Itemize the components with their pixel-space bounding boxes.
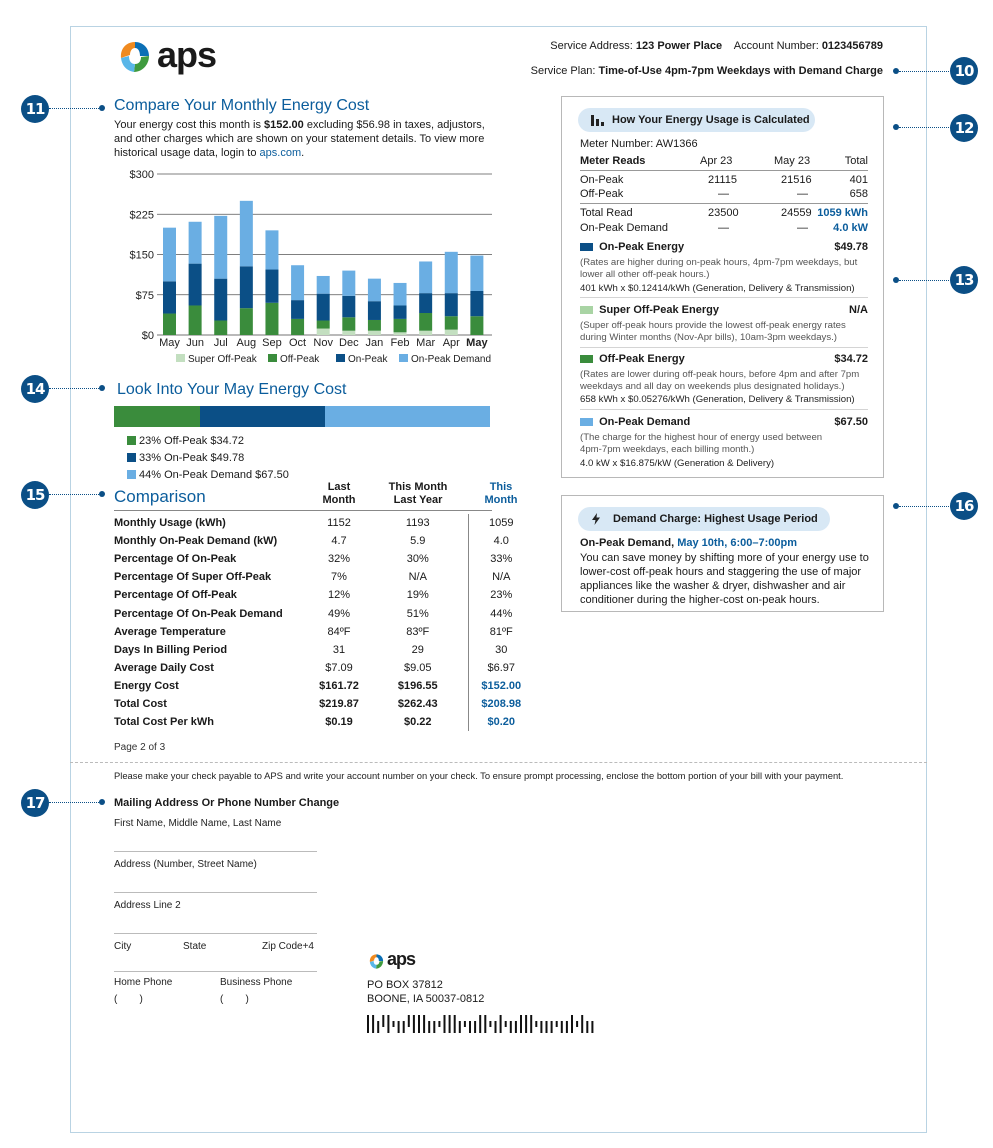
barcode-bar <box>535 1021 537 1027</box>
table-cell: 51% <box>406 607 429 620</box>
off-peak-swatch <box>580 355 593 363</box>
page-label: Page 2 of 3 <box>114 742 166 753</box>
bar-on-peak <box>189 264 202 306</box>
x-tick-label: Mar <box>416 337 436 349</box>
table-row <box>114 586 534 604</box>
breakdown-segment-2 <box>325 406 490 427</box>
col-this-month-last-year: This Month Last Year <box>388 481 448 506</box>
on-peak-swatch <box>127 453 136 462</box>
form-title: Mailing Address Or Phone Number Change <box>114 797 340 809</box>
y-tick-label: $150 <box>129 249 154 262</box>
service-address: 123 Power Place <box>635 40 723 52</box>
table-row <box>114 659 534 677</box>
callout-dot <box>99 105 105 111</box>
bar-on-peak <box>368 301 381 320</box>
aps-link[interactable]: aps.com <box>259 147 302 159</box>
address-input-line[interactable] <box>114 892 317 893</box>
table-cell: Percentage Of Off-Peak <box>114 589 237 602</box>
compare-description: Your energy cost this month is $152.00 excluding $56.98 in taxes, adjustors, and other charges which are shown on your statement details. To view more historical usage data, login to aps.com. <box>114 119 485 159</box>
table-cell: Percentage Of On-Peak Demand <box>114 607 283 620</box>
barcode-bar <box>459 1021 461 1033</box>
table-cell: 81ºF <box>468 623 534 641</box>
table-row <box>114 532 534 550</box>
legend-swatch <box>399 354 408 362</box>
meter-row-total-read: Total Read 23500 24559 1059 kWh <box>580 207 868 219</box>
service-address-line: Service Address: 123 Power Place Account Number: 0123456789 <box>550 40 883 52</box>
cost-breakdown-legend <box>127 433 289 484</box>
x-tick-label: Nov <box>313 337 333 349</box>
legend-label: On-Peak Demand <box>411 354 492 365</box>
table-row <box>114 604 534 622</box>
bar-super-off-peak <box>342 331 355 335</box>
x-tick-label: Jan <box>365 337 384 349</box>
table-cell: 4.0 <box>468 532 534 550</box>
comparison-divider <box>114 510 492 511</box>
table-cell: Energy Cost <box>114 679 179 692</box>
barcode-bar <box>591 1021 593 1033</box>
callout-11: 11 <box>21 95 49 123</box>
table-row <box>114 677 534 695</box>
bar-off-peak <box>291 319 304 335</box>
bar-on-peak <box>317 294 330 321</box>
table-cell: 1193 <box>405 517 430 530</box>
table-row <box>114 713 534 731</box>
barcode-bar <box>546 1021 548 1033</box>
meter-row-on-peak-demand: On-Peak Demand — — 4.0 kW <box>580 222 868 234</box>
legend-label: Off-Peak <box>280 354 320 365</box>
demand-date: May 10th, 6:00–7:00pm <box>677 537 798 549</box>
y-tick-label: $75 <box>135 289 154 302</box>
bar-off-peak <box>265 303 278 335</box>
meter-rule <box>580 170 868 171</box>
callout-line <box>49 494 99 495</box>
barcode-bar <box>566 1021 568 1033</box>
x-tick-label: Aug <box>236 337 257 349</box>
bar-on-peak-demand <box>163 228 176 282</box>
meter-reads-header: Meter Reads Apr 23 May 23 Total <box>580 155 868 167</box>
table-cell: Percentage Of On-Peak <box>114 553 237 566</box>
barcode-bar <box>428 1021 430 1033</box>
callout-line <box>899 506 949 507</box>
bar-off-peak <box>189 305 202 335</box>
bar-super-off-peak <box>419 331 432 335</box>
callout-16: 16 <box>950 492 978 520</box>
table-cell: $0.22 <box>403 716 432 729</box>
table-cell: 44% <box>468 604 534 622</box>
bar-on-peak <box>470 291 483 316</box>
bar-off-peak <box>240 308 253 335</box>
table-cell: $6.97 <box>468 659 534 677</box>
barcode-bar <box>433 1021 435 1033</box>
callout-line <box>899 127 949 128</box>
meter-rule <box>580 203 868 204</box>
business-phone-label: Business Phone <box>220 977 293 988</box>
off-peak-swatch <box>127 436 136 445</box>
barcode-bar <box>418 1015 420 1033</box>
table-row <box>114 550 534 568</box>
x-tick-label: May <box>159 337 180 349</box>
legend-swatch <box>176 354 185 362</box>
bar-off-peak <box>470 316 483 335</box>
table-cell: 33% <box>468 550 534 568</box>
look-title: Look Into Your May Energy Cost <box>117 381 347 398</box>
x-tick-label: Jul <box>213 337 228 349</box>
aps-logo-text: aps <box>157 34 217 75</box>
table-cell: $262.43 <box>397 697 438 710</box>
name-label: First Name, Middle Name, Last Name <box>114 818 282 829</box>
x-tick-label: Feb <box>390 337 410 349</box>
callout-17: 17 <box>21 789 49 817</box>
table-cell: 12% <box>327 589 351 602</box>
bar-off-peak <box>368 320 381 331</box>
table-cell: 4.7 <box>331 535 347 548</box>
x-tick-label: May <box>466 337 488 349</box>
bar-super-off-peak <box>317 329 330 335</box>
table-cell: N/A <box>408 571 427 584</box>
demand-charge-box <box>561 495 884 612</box>
barcode-bar <box>413 1015 415 1033</box>
address2-label: Address Line 2 <box>114 900 181 911</box>
barcode-bar <box>520 1015 522 1033</box>
cost-breakdown-bar <box>114 406 490 427</box>
callout-line <box>899 71 949 72</box>
remit-logo-text: aps <box>387 949 416 969</box>
section-on-peak-demand: On-Peak Demand $67.50 <box>580 416 868 430</box>
bar-on-peak-demand <box>419 261 432 293</box>
barcode-bar <box>556 1021 558 1027</box>
usage-calculation-box <box>561 96 884 478</box>
table-cell: 49% <box>327 607 351 620</box>
barcode-bar <box>530 1015 532 1033</box>
x-tick-label: Oct <box>289 337 307 349</box>
on-peak-demand-formula: 4.0 kW x $16.875/kW (Generation & Delivery) <box>580 458 775 469</box>
col-last-month: Last Month <box>322 481 356 506</box>
aps-logo-mark <box>117 39 153 75</box>
x-tick-label: Jun <box>186 337 204 349</box>
barcode-bar <box>515 1021 517 1033</box>
table-cell: 5.9 <box>410 535 426 548</box>
table-cell: $152.00 <box>468 677 534 695</box>
barcode-bar <box>464 1021 466 1027</box>
monthly-cost-chart <box>100 165 500 370</box>
table-cell: 30% <box>406 553 429 566</box>
aps-logo <box>117 34 221 76</box>
remit-po-box: PO BOX 37812 <box>367 979 443 991</box>
barcode-bar <box>367 1015 369 1033</box>
zip-label: Zip Code+4 <box>262 941 314 952</box>
postal-barcode <box>367 1015 599 1033</box>
state-label: State <box>183 941 207 952</box>
bar-on-peak-demand <box>291 265 304 300</box>
bar-chart-icon <box>591 115 604 126</box>
section-off-peak-energy: Off-Peak Energy $34.72 <box>580 353 868 367</box>
barcode-bar <box>377 1021 379 1033</box>
bar-on-peak-demand <box>317 276 330 294</box>
callout-dot <box>99 799 105 805</box>
bar-on-peak <box>291 300 304 319</box>
col-this-month: This Month <box>484 481 518 506</box>
table-cell: Average Daily Cost <box>114 661 214 674</box>
meter-row-on-peak: On-Peak 21115 21516 401 <box>580 174 868 186</box>
callout-line <box>49 108 99 109</box>
bar-on-peak <box>394 305 407 318</box>
bar-off-peak <box>445 316 458 329</box>
table-cell: Total Cost Per kWh <box>114 716 215 729</box>
bar-on-peak <box>163 281 176 313</box>
section-rule <box>580 347 868 348</box>
lightning-bolt-icon <box>591 513 601 525</box>
table-cell: $9.05 <box>403 661 432 674</box>
barcode-bar <box>495 1021 497 1033</box>
table-cell: 31 <box>332 643 346 656</box>
table-cell: 1152 <box>327 517 351 530</box>
table-cell: $0.19 <box>325 716 353 729</box>
barcode-bar <box>551 1021 553 1033</box>
bar-on-peak-demand <box>445 252 458 293</box>
barcode-bar <box>474 1021 476 1033</box>
section-on-peak-energy: On-Peak Energy $49.78 <box>580 241 868 255</box>
bar-on-peak <box>240 266 253 308</box>
barcode-bar <box>586 1021 588 1033</box>
y-tick-label: $300 <box>129 169 154 181</box>
table-cell: 23% <box>468 586 534 604</box>
demand-title-pill: Demand Charge: Highest Usage Period <box>578 507 830 531</box>
address2-input-line[interactable] <box>114 933 317 934</box>
legend-swatch <box>268 354 277 362</box>
barcode-bar <box>469 1021 471 1033</box>
aps-logo-mark-small <box>368 953 385 970</box>
barcode-bar <box>454 1015 456 1033</box>
callout-line <box>899 280 949 281</box>
bar-on-peak-demand <box>240 201 253 266</box>
bar-on-peak-demand <box>265 230 278 269</box>
barcode-bar <box>444 1015 446 1033</box>
barcode-bar <box>484 1015 486 1033</box>
energy-cost-amount: $152.00 <box>264 119 304 131</box>
callout-15: 15 <box>21 481 49 509</box>
table-cell: Percentage Of Super Off-Peak <box>114 571 272 584</box>
table-cell: 19% <box>406 589 429 602</box>
table-cell: 1059 <box>468 514 534 532</box>
bar-super-off-peak <box>368 331 381 335</box>
callout-10: 10 <box>950 57 978 85</box>
table-cell: $219.87 <box>319 697 359 710</box>
barcode-bar <box>403 1021 405 1033</box>
business-phone-paren[interactable]: ( ) <box>220 994 249 1005</box>
barcode-bar <box>438 1021 440 1027</box>
table-cell: 30 <box>468 641 534 659</box>
legend-label: On-Peak <box>348 354 388 365</box>
barcode-bar <box>423 1015 425 1033</box>
address-label: Address (Number, Street Name) <box>114 859 257 870</box>
bar-on-peak-demand <box>394 283 407 306</box>
table-cell: Monthly On-Peak Demand (kW) <box>114 535 278 548</box>
super-off-peak-swatch <box>580 306 593 314</box>
bar-on-peak <box>419 293 432 313</box>
demand-lead: On-Peak Demand, May 10th, 6:00–7:00pm <box>580 537 798 549</box>
table-cell: 32% <box>327 553 351 566</box>
on-peak-swatch <box>580 243 593 251</box>
super-off-peak-note: (Super off-peak hours provide the lowest off-peak energy rates during Winter months (Nov-Apr bills), 10am-3pm weekdays.) <box>580 320 846 343</box>
meter-row-off-peak: Off-Peak — — 658 <box>580 188 868 200</box>
table-row <box>114 623 534 641</box>
comparison-table <box>114 514 534 731</box>
y-tick-label: $225 <box>129 209 154 222</box>
barcode-bar <box>581 1015 583 1033</box>
section-super-off-peak: Super Off-Peak Energy N/A <box>580 304 868 318</box>
bar-on-peak-demand <box>189 222 202 264</box>
name-input-line[interactable] <box>114 851 317 852</box>
home-phone-paren[interactable]: ( ) <box>114 994 143 1005</box>
callout-dot <box>99 491 105 497</box>
x-tick-label: Sep <box>262 337 282 349</box>
barcode-bar <box>387 1015 389 1033</box>
callout-12: 12 <box>950 114 978 142</box>
bar-on-peak-demand <box>470 256 483 291</box>
table-cell: $208.98 <box>468 695 534 713</box>
perforation-line <box>70 762 927 763</box>
callout-line <box>49 388 99 389</box>
table-cell: 84ºF <box>327 625 351 638</box>
table-cell: 83ºF <box>406 625 430 638</box>
barcode-bar <box>540 1021 542 1033</box>
table-row <box>114 514 534 532</box>
on-peak-demand-note: (The charge for the highest hour of energy used between 4pm-7pm weekdays, each billing month.) <box>580 432 823 455</box>
table-cell: $161.72 <box>319 679 359 692</box>
barcode-bar <box>408 1015 410 1027</box>
bar-on-peak <box>445 293 458 316</box>
barcode-bar <box>576 1021 578 1027</box>
callout-line <box>49 802 99 803</box>
y-tick-label: $0 <box>141 330 154 342</box>
legend-on-peak: 33% On-Peak $49.78 <box>127 450 289 467</box>
barcode-bar <box>525 1015 527 1033</box>
comparison-title: Comparison <box>114 487 206 506</box>
barcode-bar <box>479 1015 481 1033</box>
table-cell: Monthly Usage (kWh) <box>114 517 226 530</box>
barcode-bar <box>571 1015 573 1033</box>
city-label: City <box>114 941 132 952</box>
table-cell: $7.09 <box>325 661 353 674</box>
service-plan-line: Service Plan: Time-of-Use 4pm-7pm Weekdays with Demand Charge <box>530 65 883 77</box>
bar-off-peak <box>419 313 432 331</box>
barcode-bar <box>561 1021 563 1033</box>
breakdown-segment-1 <box>200 406 324 427</box>
section-rule <box>580 409 868 410</box>
table-cell: N/A <box>468 568 534 586</box>
on-peak-note: (Rates are higher during on-peak hours, 4pm-7pm weekdays, but lower all other off-peak hours.) <box>580 257 858 280</box>
bar-on-peak <box>342 296 355 317</box>
remit-instruction: Please make your check payable to APS and write your account number on your check. To ensure prompt processing, enclose the bottom portion of your bill with your payment. <box>114 770 844 781</box>
on-peak-demand-swatch <box>580 418 593 426</box>
table-row <box>114 568 534 586</box>
remit-logo <box>368 950 438 972</box>
table-row <box>114 641 534 659</box>
table-cell: $196.55 <box>397 679 438 692</box>
home-phone-label: Home Phone <box>114 977 173 988</box>
barcode-bar <box>393 1021 395 1027</box>
barcode-bar <box>398 1021 400 1033</box>
bar-super-off-peak <box>394 332 407 335</box>
table-row <box>114 695 534 713</box>
off-peak-formula: 658 kWh x $0.05276/kWh (Generation, Delivery & Transmission) <box>580 394 855 405</box>
callout-13: 13 <box>950 266 978 294</box>
legend-off-peak: 23% Off-Peak $34.72 <box>127 433 289 450</box>
barcode-bar <box>489 1021 491 1027</box>
table-cell: 7% <box>331 571 347 584</box>
bar-on-peak-demand <box>368 279 381 302</box>
legend-label: Super Off-Peak <box>188 354 257 365</box>
bar-super-off-peak <box>445 330 458 335</box>
barcode-bar <box>449 1015 451 1033</box>
table-cell: Average Temperature <box>114 625 226 638</box>
service-plan: Time-of-Use 4pm-7pm Weekdays with Demand Charge <box>598 65 883 77</box>
on-peak-formula: 401 kWh x $0.12414/kWh (Generation, Delivery & Transmission) <box>580 283 855 294</box>
meter-number: Meter Number: AW1366 <box>580 138 698 150</box>
legend-swatch <box>336 354 345 362</box>
bar-on-peak-demand <box>214 216 227 279</box>
barcode-bar <box>372 1015 374 1033</box>
callout-14: 14 <box>21 375 49 403</box>
x-tick-label: Apr <box>442 337 460 349</box>
table-cell: Days In Billing Period <box>114 643 228 656</box>
legend-on-peak-demand: 44% On-Peak Demand $67.50 <box>127 467 289 484</box>
table-cell: Total Cost <box>114 697 167 710</box>
barcode-bar <box>500 1015 502 1033</box>
callout-dot <box>99 385 105 391</box>
table-cell: $0.20 <box>468 713 534 731</box>
table-cell: 29 <box>411 643 424 656</box>
compare-title: Compare Your Monthly Energy Cost <box>114 97 370 114</box>
barcode-bar <box>510 1021 512 1033</box>
account-number: 0123456789 <box>821 40 883 52</box>
breakdown-segment-0 <box>114 406 200 427</box>
bar-on-peak <box>265 270 278 303</box>
off-peak-note: (Rates are lower during off-peak hours, before 4pm and after 7pm weekdays and all day on weekends plus designated holidays.) <box>580 369 860 392</box>
remit-city-state: BOONE, IA 50037-0812 <box>367 993 485 1005</box>
city-state-zip-input-line[interactable] <box>114 971 317 972</box>
barcode-bar <box>382 1015 384 1027</box>
on-peak-demand-swatch <box>127 470 136 479</box>
usage-title-pill: How Your Energy Usage is Calculated <box>578 108 815 132</box>
bar-on-peak <box>214 279 227 321</box>
bar-off-peak <box>214 321 227 335</box>
bar-off-peak <box>163 314 176 335</box>
bar-off-peak <box>394 319 407 332</box>
section-rule <box>580 297 868 298</box>
demand-text: You can save money by shifting more of your energy use to lower-cost off-peak hours and staggering the use of major appliances like the washer & dryer, dishwasher and air conditioner during the higher-cost on-peak hours. <box>580 552 869 606</box>
bar-off-peak <box>342 317 355 330</box>
bar-off-peak <box>317 321 330 329</box>
barcode-bar <box>505 1021 507 1027</box>
bar-on-peak-demand <box>342 271 355 296</box>
x-tick-label: Dec <box>339 337 359 349</box>
